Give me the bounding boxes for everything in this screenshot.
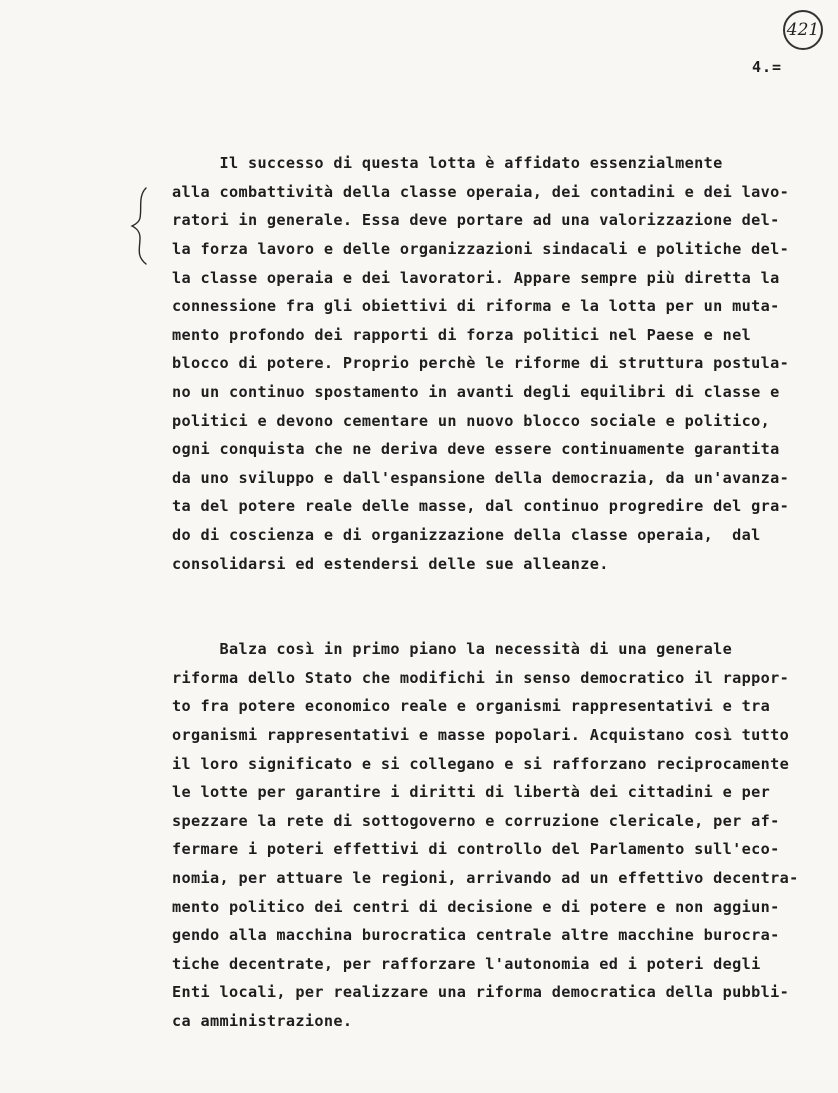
text-line: da uno sviluppo e dall'espansione della democrazia, da un'avanza- [172, 468, 790, 487]
text-line: la classe operaia e dei lavoratori. Appare sempre più diretta la [172, 268, 780, 287]
text-line: spezzare la rete di sottogoverno e corruzione clericale, per af- [172, 811, 780, 830]
text-line: nomia, per attuare le regioni, arrivando ad un effettivo decentra- [172, 869, 799, 888]
text-line: il loro significato e si collegano e si rafforzano reciprocamente [172, 754, 790, 773]
text-line: to fra potere economico reale e organismi rappresentativi e tra [172, 697, 771, 716]
text-line: gendo alla macchina burocratica centrale altre macchine burocra- [172, 926, 780, 945]
text-line: politici e devono cementare un nuovo blocco sociale e politico, [172, 411, 771, 430]
text-line: ca amministrazione. [172, 1012, 353, 1030]
text-line: ogni conquista che ne deriva deve essere continuamente garantita [172, 440, 780, 459]
text-line: alla combattività della classe operaia, dei contadini e dei lavo- [172, 182, 790, 201]
stamp-number: 421 [786, 20, 820, 40]
text-line: no un continuo spostamento in avanti degli equilibri di classe e [172, 382, 780, 401]
text-line: ta del potere reale delle masse, dal continuo progredire del gra- [172, 497, 790, 516]
text-line: riforma dello Stato che modifichi in senso democratico il rappor- [172, 668, 790, 687]
text-line: organismi rappresentativi e masse popolari. Acquistano così tutto [172, 726, 790, 745]
text-line: do di coscienza e di organizzazione della classe operaia, dal [172, 525, 761, 544]
text-line: blocco di potere. Proprio perchè le riforme di struttura postula- [172, 354, 790, 373]
text-line: ratori in generale. Essa deve portare ad una valorizzazione del- [172, 211, 780, 230]
text-line: tiche decentrate, per rafforzare l'autonomia ed i poteri degli [172, 954, 761, 973]
text-line: fermare i poteri effettivi di controllo del Parlamento sull'eco- [172, 840, 780, 859]
text-line: mento profondo dei rapporti di forza politici nel Paese e nel [172, 325, 752, 344]
text-line: Enti locali, per realizzare una riforma democratica della pubbli- [172, 983, 790, 1002]
text-line: connessione fra gli obiettivi di riforma e la lotta per un muta- [172, 297, 780, 316]
text-line: le lotte per garantire i diritti di libertà dei cittadini e per [172, 783, 771, 802]
page-number: 4.= [752, 58, 783, 76]
text-line: Il successo di questa lotta è affidato essenzialmente [172, 154, 723, 173]
text-line: mento politico dei centri di decisione e di potere e non aggiun- [172, 897, 780, 916]
text-line: la forza lavoro e delle organizzazioni sindacali e politiche del- [172, 239, 790, 258]
text-line: consolidarsi ed estendersi delle sue alleanze. [172, 554, 609, 573]
paragraph-1 [172, 149, 812, 578]
paragraph-2 [172, 635, 812, 1035]
margin-bracket-mark [128, 186, 158, 266]
archive-stamp [783, 10, 823, 50]
body-text [172, 92, 812, 1093]
text-line: Balza così in primo piano la necessità di una generale [172, 640, 733, 659]
